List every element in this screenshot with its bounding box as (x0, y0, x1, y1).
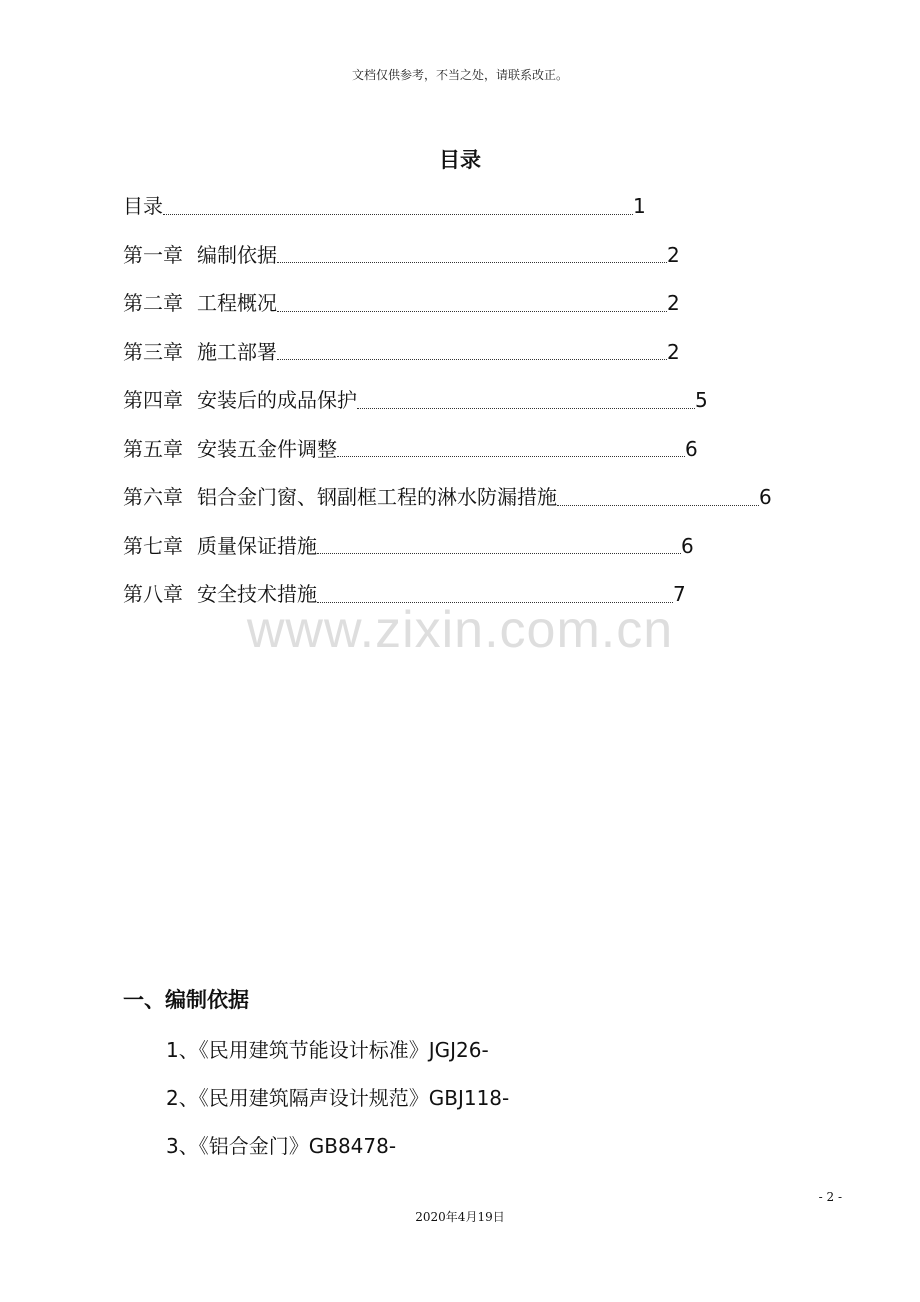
toc-entry-chapter: 第六章 (123, 485, 183, 509)
toc-entry[interactable] (123, 332, 843, 381)
toc-entry[interactable] (123, 477, 843, 526)
page-number: - 2 - (818, 1190, 842, 1204)
toc-entry[interactable] (123, 526, 843, 575)
toc-entry-title: 工程概况 (197, 291, 277, 315)
toc-leader (317, 553, 681, 554)
toc-entry-chapter: 第八章 (123, 582, 183, 606)
toc-entry-title: 编制依据 (197, 242, 277, 267)
toc-entry-chapter: 第四章 (123, 388, 183, 412)
toc-leader (357, 408, 695, 409)
toc-entry-page: 2 (667, 339, 680, 364)
toc-leader (277, 311, 667, 312)
toc-leader (557, 505, 759, 506)
toc-entry-title: 质量保证措施 (197, 533, 317, 558)
toc-entry-page: 6 (681, 533, 694, 558)
toc-leader (337, 456, 685, 457)
toc-entry-title: 施工部署 (197, 339, 277, 364)
toc-entry-title: 安全技术措施 (197, 582, 317, 606)
table-of-contents (123, 186, 843, 623)
toc-entry[interactable] (123, 186, 843, 235)
toc-entry-page: 6 (685, 436, 698, 461)
toc-leader (163, 214, 633, 215)
toc-entry-title: 目录 (123, 194, 163, 218)
toc-entry-title: 铝合金门窗、钢副框工程的淋水防漏措施 (197, 485, 557, 509)
toc-entry-page: 7 (673, 582, 686, 606)
reference-item: 1、《民用建筑节能设计标准》JGJ26- (166, 1038, 489, 1062)
toc-leader (277, 262, 667, 263)
toc-entry[interactable] (123, 380, 843, 429)
toc-entry-page: 2 (667, 242, 680, 267)
toc-entry-title: 安装后的成品保护 (197, 388, 357, 412)
toc-entry[interactable] (123, 283, 843, 332)
toc-entry-page: 1 (633, 194, 646, 218)
reference-list (166, 1030, 509, 1174)
reference-item: 3、《铝合金门》GB8478- (166, 1134, 397, 1158)
header-note: 文档仅供参考，不当之处，请联系改正。 (351, 68, 568, 82)
toc-title: 目录 (439, 148, 481, 172)
reference-item: 2、《民用建筑隔声设计规范》GBJ118- (166, 1086, 510, 1110)
toc-entry-page: 2 (667, 291, 680, 315)
toc-entry-chapter: 第五章 (123, 436, 183, 461)
toc-entry-chapter: 第三章 (123, 339, 183, 364)
toc-entry-page: 6 (759, 485, 772, 509)
toc-leader (277, 359, 667, 360)
section-title: 一、编制依据 (123, 988, 249, 1012)
toc-entry[interactable] (123, 429, 843, 478)
toc-entry-chapter: 第七章 (123, 533, 183, 558)
toc-entry[interactable] (123, 235, 843, 284)
toc-entry-chapter: 第二章 (123, 291, 183, 315)
toc-entry-title: 安装五金件调整 (197, 436, 337, 461)
toc-entry-page: 5 (695, 388, 708, 412)
toc-entry-chapter: 第一章 (123, 242, 183, 267)
watermark: www.zixin.com.cn (246, 601, 674, 659)
footer-date: 2020年4月19日 (415, 1210, 505, 1224)
